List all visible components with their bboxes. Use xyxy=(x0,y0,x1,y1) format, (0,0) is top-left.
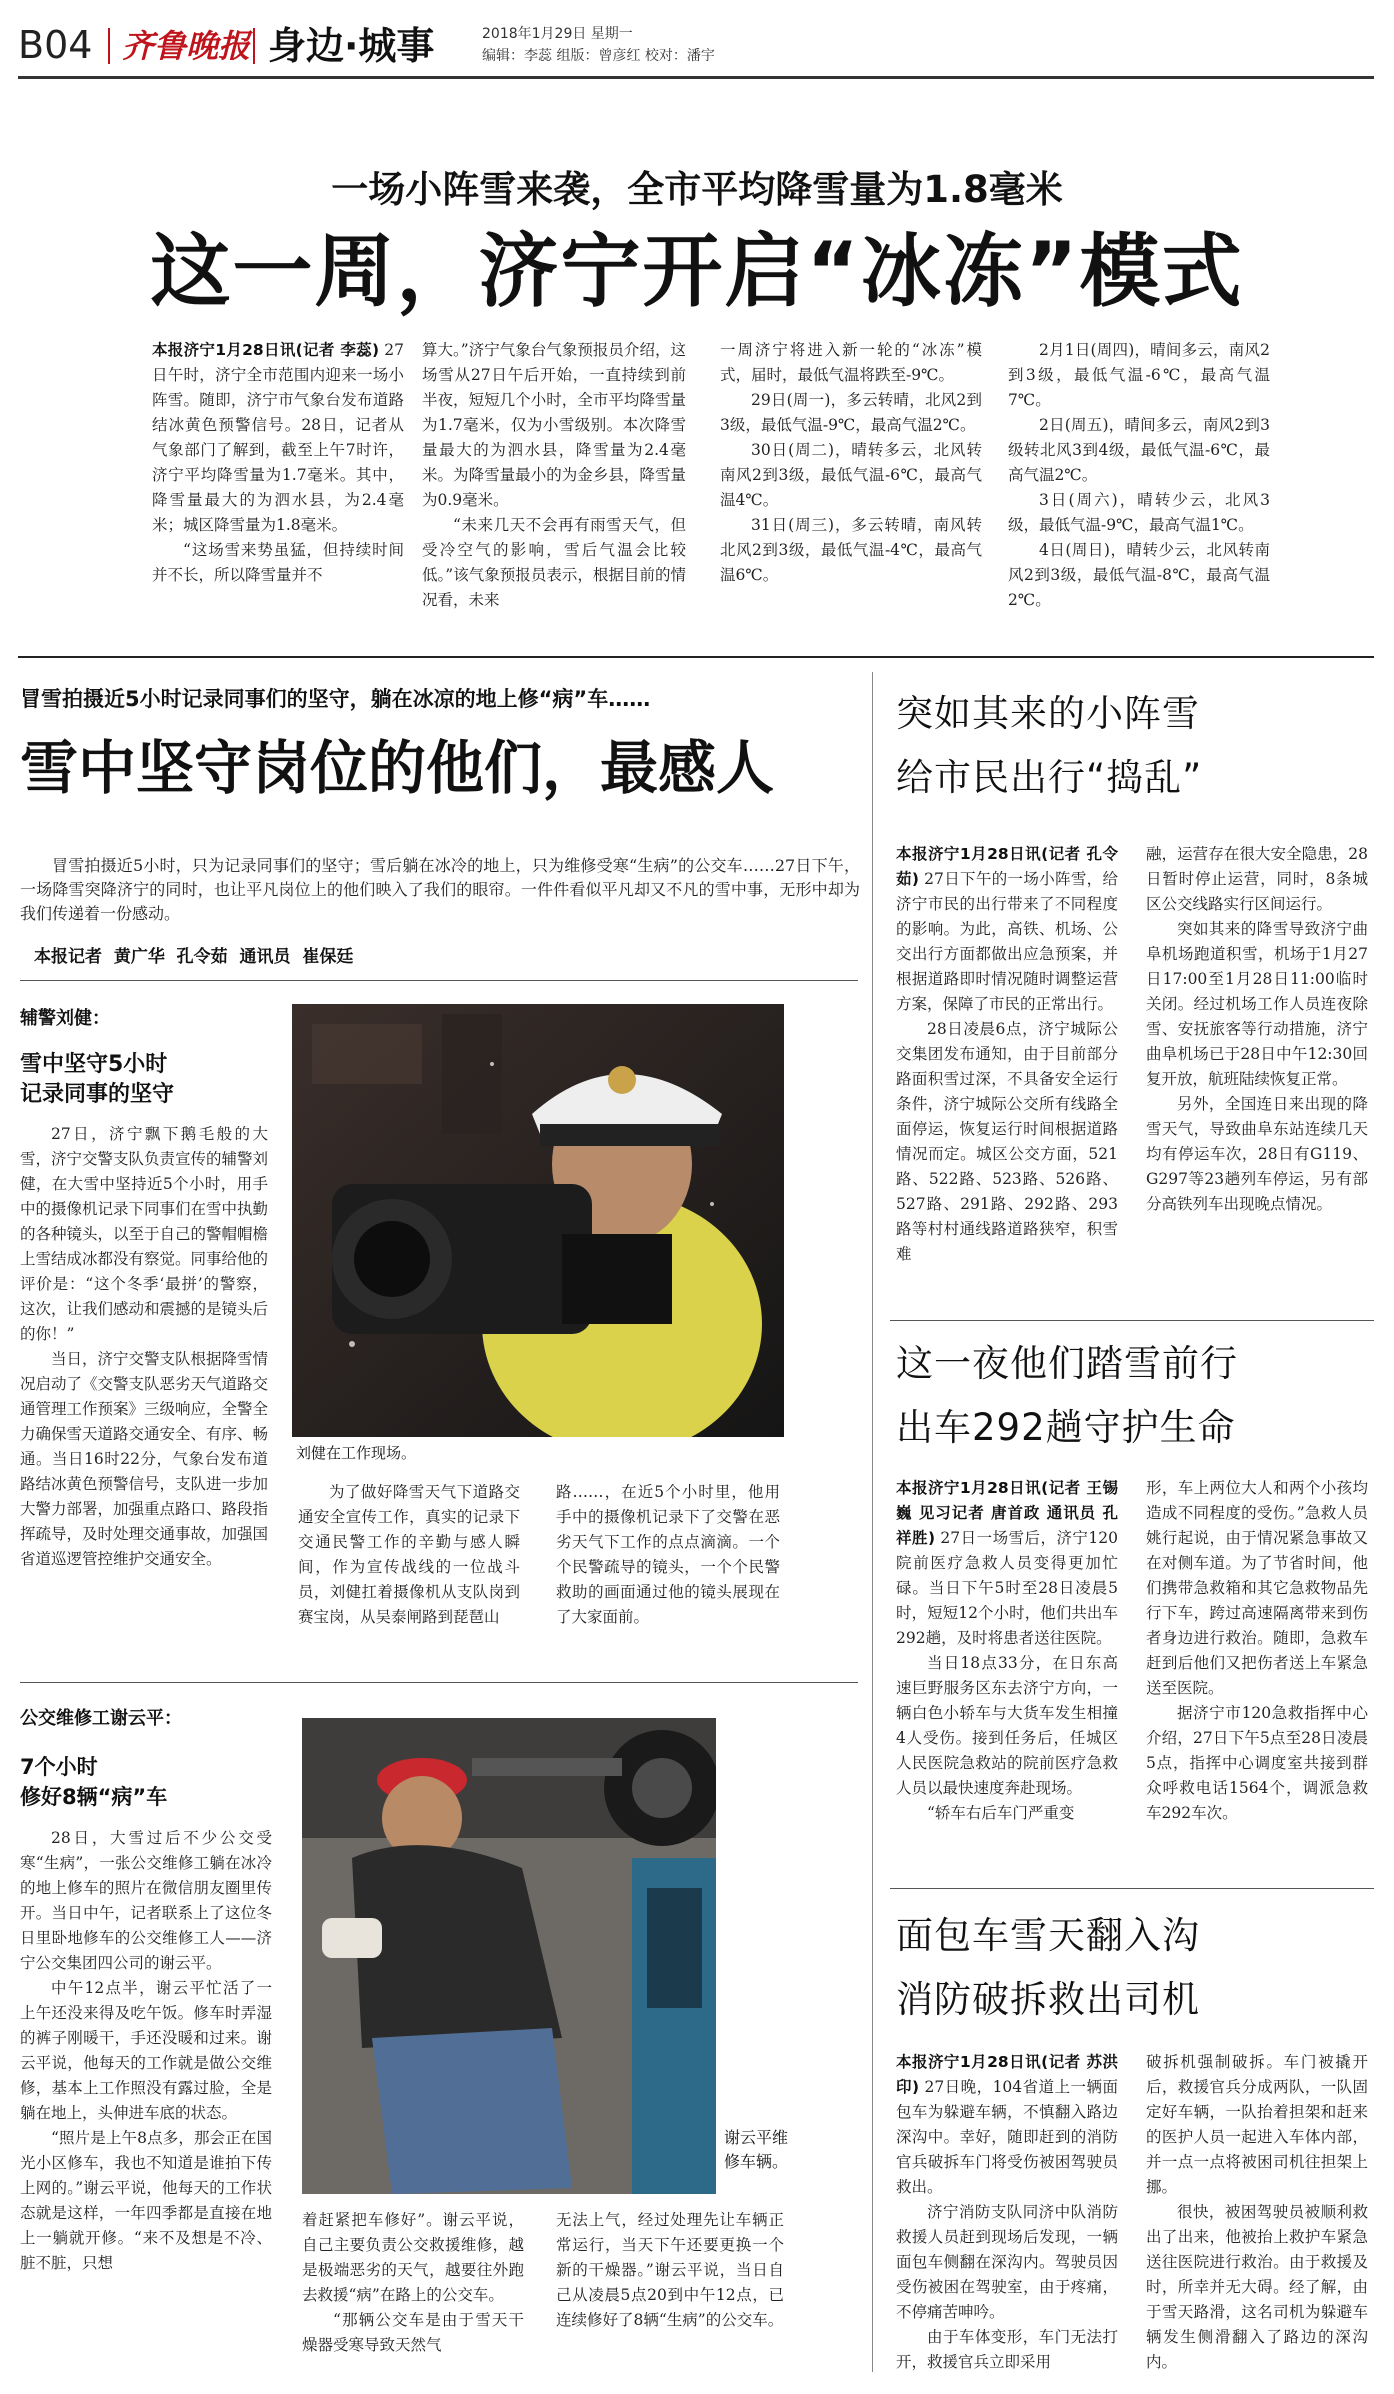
lead-paragraph: 算大。”济宁气象台气象预报员介绍，这场雪从27日午后开始，一直持续到前半夜，短短几个小时，全市平均降雪量为1.7毫米，仅为小雪级别。本次降雪量最大的为泗水县，降雪量为2.4毫米。为降雪量最小的为金乡县，降雪量为0.9毫米。 xyxy=(422,341,686,509)
box3-col-2 xyxy=(1146,2050,1368,2375)
part1-col-1 xyxy=(20,1122,268,1572)
part1-paragraph: 为了做好降雪天气下道路交通安全宣传工作，真实的记录下交通民警工作的辛勤与感人瞬间，作为宣传战线的一位战斗员，刘健扛着摄像机从支队岗到赛宝岗，从吴泰闸路到琵琶山 xyxy=(298,1483,520,1626)
part2-paragraph: “那辆公交车是由于雪天干燥器受寒导致天然气 xyxy=(302,2311,524,2354)
date-line: 2018年1月29日 星期一 xyxy=(482,26,633,42)
box3-title-line1: 面包车雪天翻入沟 xyxy=(896,1914,1200,1957)
box2-title-line1: 这一夜他们踏雪前行 xyxy=(896,1342,1238,1385)
part1-paragraph: 当日，济宁交警支队根据降雪情况启动了《交警支队恶劣天气道路交通管理工作预案》三级响应，全警全力确保雪天道路交通安全、有序、畅通。当日16时22分，气象台发布道路结冰黄色预警信号，支队进一步加大警力部署，加强重点路口、路段指挥疏导，及时处理交通事故，加强国省道巡逻管控维护交通安全。 xyxy=(20,1350,269,1568)
paper-logo: 齐鲁晚报 xyxy=(122,27,251,65)
forecast-item: 2日(周五)，晴间多云，南风2到3级转北风3到4级，最低气温-6℃，最高气温2℃。 xyxy=(1008,416,1270,484)
box1-byline: 本报济宁1月28日讯(记者 孔令茹) xyxy=(896,845,1118,888)
box1-title-line2: 给市民出行“捣乱” xyxy=(896,756,1203,799)
part1-title-line1: 雪中坚守5小时 xyxy=(20,1052,168,1077)
lead-headline: 这一周，济宁开启“冰冻”模式 xyxy=(150,225,1244,318)
box2-title-line2: 出车292趟守护生命 xyxy=(896,1406,1236,1449)
part2-col-2 xyxy=(302,2208,524,2358)
forecast-item: 4日(周日)，晴转少云，北风转南风2到3级，最低气温-8℃，最高气温2℃。 xyxy=(1008,541,1270,609)
part2-label: 公交维修工谢云平： xyxy=(20,1708,182,1729)
box1-paragraph: 27日下午的一场小阵雪，给济宁市民的出行带来了不同程度的影响。为此，高铁、机场、公交出行方面都做出应急预案，并根据道路即时情况随时调整运营方案，保障了市民的正常出行。 xyxy=(896,870,1118,1013)
part2-paragraph: 着赶紧把车修好”。谢云平说，自己主要负责公交救援维修，越是极端恶劣的天气，越要往外跑去救援“病”在路上的公交车。 xyxy=(302,2211,524,2304)
box3-col-1 xyxy=(896,2050,1118,2375)
masthead-rule xyxy=(18,76,1374,79)
forecast-item: 30日(周二)，晴转多云，北风转南风2到3级，最低气温-6℃，最高气温4℃。 xyxy=(720,441,982,509)
box2-paragraph: “轿车右后车门严重变 xyxy=(927,1804,1075,1822)
part2-col-3 xyxy=(556,2208,784,2333)
feature-intro-text: 冒雪拍摄近5小时，只为记录同事们的坚守；雪后躺在冰冷的地上，只为维修受寒“生病”的公交车……27日下午，一场降雪突降济宁的同时，也让平凡岗位上的他们映入了我们的眼帘。一件件看似平凡却又不凡的雪中事，无形中却为我们传递着一份感动。 xyxy=(20,856,860,923)
column-separator xyxy=(872,672,873,2372)
forecast-item: 31日(周三)，多云转晴，南风转北风2到3级，最低气温-4℃，最高气温6℃。 xyxy=(720,516,982,584)
feature-rule xyxy=(20,980,858,981)
lead-col-3 xyxy=(720,338,982,588)
box3-paragraph: 27日晚，104省道上一辆面包车为躲避车辆，不慎翻入路边深沟中。幸好，随即赶到的消防官兵破拆车门将受伤被困驾驶员救出。 xyxy=(896,2078,1118,2196)
box1-col-2 xyxy=(1146,842,1368,1217)
box1-paragraph: 另外，全国连日来出现的降雪天气，导致曲阜东站连续几天均有停运车次，28日有G119、G297等23趟列车停运，另有部分高铁列车出现晚点情况。 xyxy=(1146,1095,1368,1213)
part1-paragraph: 27日，济宁飘下鹅毛般的大雪，济宁交警支队负责宣传的辅警刘健，在大雪中坚持近5个小时，用手中的摄像机记录下同事们在雪中执勤的各种镜头，以至于自己的警帽帽檐上雪结成冰都没有察觉。同事给他的评价是：“这个冬季‘最拼’的警察，这次，让我们感动和震撼的是镜头后的你！” xyxy=(20,1125,269,1343)
part1-title-line2: 记录同事的坚守 xyxy=(20,1082,175,1107)
box3-paragraph: 由于车体变形，车门无法打开，救援官兵立即采用 xyxy=(896,2328,1118,2371)
lead-paragraph: “这场雪来势虽猛，但持续时间并不长，所以降雪量并不 xyxy=(152,541,404,584)
box3-byline: 本报济宁1月28日讯(记者 苏洪印) xyxy=(896,2053,1118,2096)
box3-paragraph: 破拆机强制破拆。车门被撬开后，救援官兵分成两队，一队固定好车辆，一队抬着担架和赶来的医护人员一起进入车体内部，并一点一点将被困司机往担架上挪。 xyxy=(1146,2053,1368,2196)
forecast-item: 3日(周六)，晴转少云，北风3级，最低气温-9℃，最高气温1℃。 xyxy=(1008,491,1270,534)
part2-paragraph: “照片是上午8点多，那会正在国光小区修车，我也不知道是谁拍下传上网的。”谢云平说，他每天的工作状态就是这样，一年四季都是直接在地上一躺就开修。“来不及想是不冷、脏不脏，只想 xyxy=(20,2129,272,2272)
lead-bottom-rule xyxy=(18,656,1374,658)
feature-kicker: 冒雪拍摄近5小时记录同事们的坚守，躺在冰凉的地上修“病”车…… xyxy=(20,687,651,711)
part1-label: 辅警刘健： xyxy=(20,1008,110,1029)
box2-paragraph: 当日18点33分，在日东高速巨野服务区东去济宁方向，一辆白色小轿车与大货车发生相撞4人受伤。接到任务后，任城区人民医院急救站的院前医疗急救人员以最快速度奔赴现场。 xyxy=(896,1654,1118,1797)
box3-title-line2: 消防破拆救出司机 xyxy=(896,1978,1200,2021)
masthead-divider xyxy=(108,28,110,64)
part-divider xyxy=(20,1682,858,1683)
part1-paragraph: 路……，在近5个小时里，他用手中的摄像机记录下了交警在恶劣天气下工作的点点滴滴。一个个民警疏导的镜头，一个个民警救助的画面通过他的镜头展现在了大家面前。 xyxy=(556,1483,780,1626)
part2-paragraph: 中午12点半，谢云平忙活了一上午还没来得及吃午饭。修车时弄湿的裤子刚暖干，手还没暖和过来。谢云平说，他每天的工作就是做公交维修，基本上工作照没有露过脸，全是躺在地上，头伸进车底的状态。 xyxy=(20,1979,272,2122)
box1-paragraph: 28日凌晨6点，济宁城际公交集团发布通知，由于目前部分路面积雪过深，不具备安全运行条件，济宁城际公交所有线路全面停运，恢复运行时间根据道路情况而定。城区公交方面，521路、522路、523路、526路、527路、291路、292路、293路等村村通线路道路狭窄，积雪难 xyxy=(896,1020,1118,1263)
staff-line: 编辑：李蕊 组版：曾彦红 校对：潘宇 xyxy=(482,48,715,64)
police-photo xyxy=(292,1004,784,1437)
masthead-divider-2 xyxy=(253,28,255,64)
forecast-item: 29日(周一)，多云转晴，北风2到3级，最低气温-9℃，最高气温2℃。 xyxy=(720,391,982,434)
part1-col-3 xyxy=(556,1480,780,1630)
box1-col-1 xyxy=(896,842,1118,1267)
feature-intro xyxy=(20,854,860,926)
box1-title-line1: 突如其来的小阵雪 xyxy=(896,692,1200,735)
lead-col-4 xyxy=(1008,338,1270,613)
box2-col-2 xyxy=(1146,1476,1368,1826)
part1-col-2 xyxy=(298,1480,520,1630)
box-divider-2 xyxy=(890,1888,1374,1889)
feature-byline: 本报记者 黄广华 孔令茹 通讯员 崔保廷 xyxy=(34,947,354,967)
lead-kicker: 一场小阵雪来袭，全市平均降雪量为1.8毫米 xyxy=(331,168,1063,211)
box1-paragraph: 融，运营存在很大安全隐患，28日暂时停止运营，同时，8条城区公交线路实行区间运行。 xyxy=(1146,845,1368,913)
lead-col-1 xyxy=(152,338,404,588)
box2-byline: 本报济宁1月28日讯(记者 王锡巍 见习记者 唐首政 通讯员 孔祥胜) xyxy=(896,1479,1118,1547)
box2-paragraph: 据济宁市120急救指挥中心介绍，27日下午5点至28日凌晨5点，指挥中心调度室共接到群众呼救电话1564个，调派急救车292车次。 xyxy=(1146,1704,1368,1822)
box2-col-1 xyxy=(896,1476,1118,1826)
box1-paragraph: 突如其来的降雪导致济宁曲阜机场跑道积雪，机场于1月27日17:00至1月28日11:00临时关闭。经过机场工作人员连夜除雪、安抚旅客等行动措施，济宁曲阜机场已于28日中午12:30回复开放，航班陆续恢复正常。 xyxy=(1146,920,1368,1088)
lead-col-2 xyxy=(422,338,686,613)
mechanic-photo xyxy=(302,1718,716,2194)
photo1-caption: 刘健在工作现场。 xyxy=(296,1444,417,1462)
feature-headline: 雪中坚守岗位的他们，最感人 xyxy=(20,734,775,802)
box3-paragraph: 很快，被困驾驶员被顺利救出了出来，他被抬上救护车紧急送往医院进行救治。由于救援及时，所幸并无大碍。经了解，由于雪天路滑，这名司机为躲避车辆发生侧滑翻入了路边的深沟内。 xyxy=(1146,2203,1368,2371)
lead-paragraph: 一周济宁将进入新一轮的“冰冻”模式，届时，最低气温将跌至-9℃。 xyxy=(720,341,982,384)
part2-title-line1: 7个小时 xyxy=(20,1755,98,1779)
page-number: B04 xyxy=(18,23,93,67)
box3-paragraph: 济宁消防支队同济中队消防救援人员赶到现场后发现，一辆面包车侧翻在深沟内。驾驶员因受伤被困在驾驶室，由于疼痛，不停痛苦呻吟。 xyxy=(896,2203,1118,2321)
section-title: 身边·城事 xyxy=(268,24,435,68)
box-divider-1 xyxy=(890,1320,1374,1321)
part2-col-1 xyxy=(20,1826,272,2276)
forecast-item: 2月1日(周四)，晴间多云，南风2到3级，最低气温-6℃，最高气温7℃。 xyxy=(1008,341,1270,409)
part2-title-line2: 修好8辆“病”车 xyxy=(20,1785,168,1809)
lead-byline: 本报济宁1月28日讯(记者 李蕊) xyxy=(152,341,380,359)
lead-paragraph: “未来几天不会再有雨雪天气，但受冷空气的影响，雪后气温会比较低。”该气象预报员表示，根据目前的情况看，未来 xyxy=(422,516,686,609)
part2-paragraph: 无法上气，经过处理先让车辆正常运行，当天下午还要更换一个新的干燥器。”谢云平说，当日自己从凌晨5点20到中午12点，已连续修好了8辆“生病”的公交车。 xyxy=(556,2211,784,2329)
box2-paragraph: 形，车上两位大人和两个小孩均造成不同程度的受伤。”急救人员姚行起说，由于情况紧急事故又在对侧车道。为了节省时间，他们携带急救箱和其它急救物品先行下车，跨过高速隔离带来到伤者身边进行救治。随即，急救车赶到后他们又把伤者送上车紧急送至医院。 xyxy=(1146,1479,1368,1697)
lead-paragraph: 27日午时，济宁全市范围内迎来一场小阵雪。随即，济宁市气象台发布道路结冰黄色预警信号。28日，记者从气象部门了解到，截至上午7时许，济宁平均降雪量为1.7毫米。其中，降雪量最大的为泗水县，为2.4毫米；城区降雪量为1.8毫米。 xyxy=(152,341,405,534)
photo2-caption: 谢云平维修车辆。 xyxy=(724,2128,789,2171)
part2-paragraph: 28日，大雪过后不少公交受寒“生病”，一张公交维修工躺在冰冷的地上修车的照片在微信朋友圈里传开。当日中午，记者联系上了这位冬日里卧地修车的公交维修工人——济宁公交集团四公司的谢云平。 xyxy=(20,1829,272,1972)
box2-paragraph: 27日一场雪后，济宁120院前医疗急救人员变得更加忙碌。当日下午5时至28日凌晨5时，短短12个小时，他们共出车292趟，及时将患者送往医院。 xyxy=(896,1529,1118,1647)
